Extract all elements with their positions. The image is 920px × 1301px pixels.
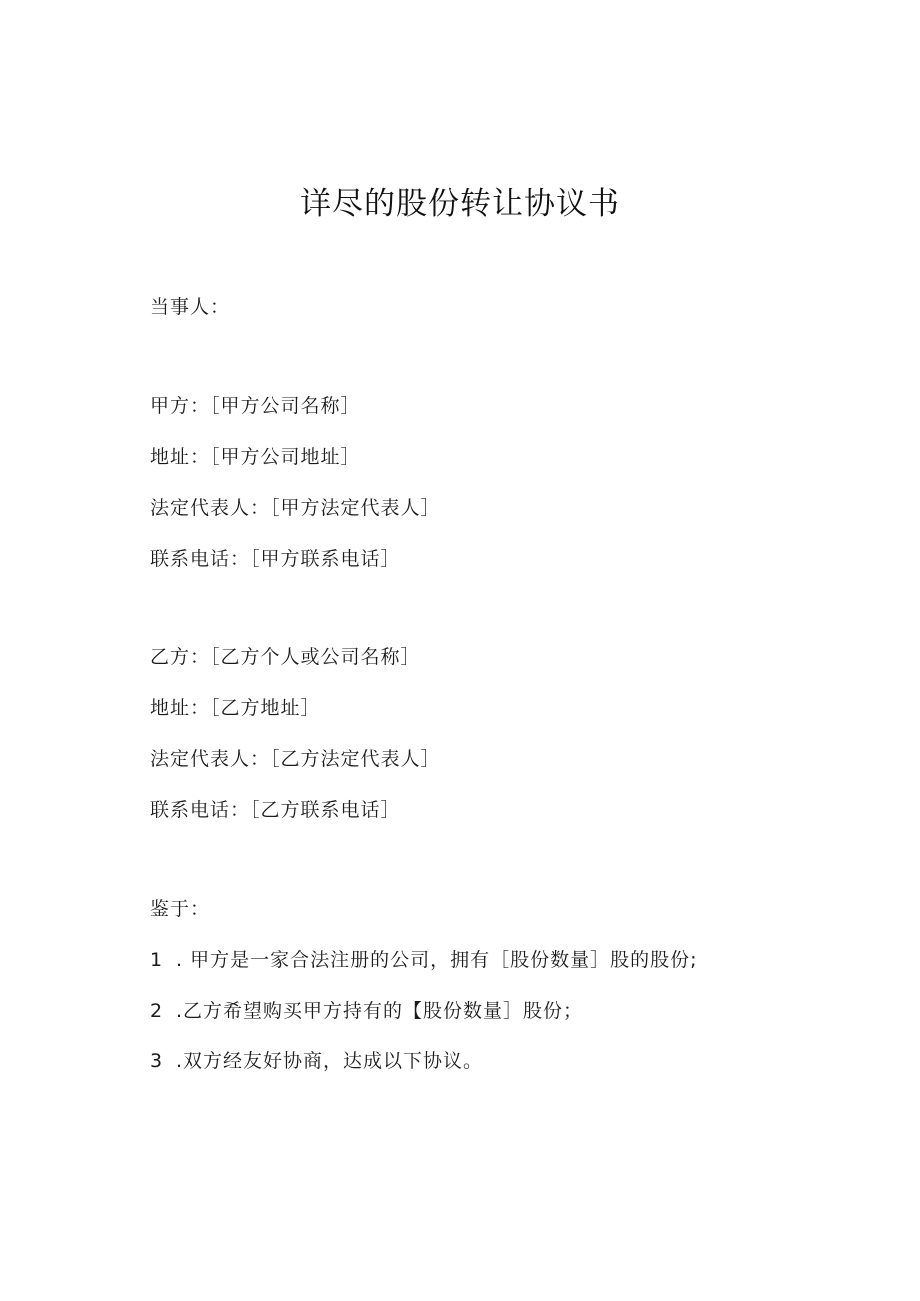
whereas-item-text: .双方经友好协商，达成以下协议。 (176, 1050, 484, 1072)
whereas-item-number: 1 (150, 949, 164, 971)
party-b-name: 乙方：［乙方个人或公司名称］ (150, 646, 421, 668)
whereas-item (150, 1046, 483, 1073)
parties-heading: 当事人： (150, 296, 231, 318)
party-a-phone: 联系电话：［甲方联系电话］ (150, 548, 401, 570)
party-b-address: 地址：［乙方地址］ (150, 697, 321, 719)
party-a-legal-rep: 法定代表人：［甲方法定代表人］ (150, 497, 441, 519)
party-a-address: 地址：［甲方公司地址］ (150, 446, 361, 468)
party-a-name: 甲方：［甲方公司名称］ (150, 395, 361, 417)
whereas-item-number: 3 (150, 1050, 164, 1072)
party-b-phone: 联系电话：［乙方联系电话］ (150, 799, 401, 821)
whereas-item-text: .乙方希望购买甲方持有的【股份数量］股份； (176, 1000, 584, 1022)
party-b-legal-rep: 法定代表人：［乙方法定代表人］ (150, 748, 441, 770)
whereas-item (150, 945, 697, 972)
whereas-heading: 鉴于： (150, 898, 211, 920)
whereas-item-number: 2 (150, 1000, 164, 1022)
whereas-item-text: . 甲方是一家合法注册的公司，拥有［股份数量］股的股份; (176, 949, 698, 971)
whereas-item (150, 996, 583, 1023)
document-title: 详尽的股份转让协议书 (300, 186, 620, 222)
